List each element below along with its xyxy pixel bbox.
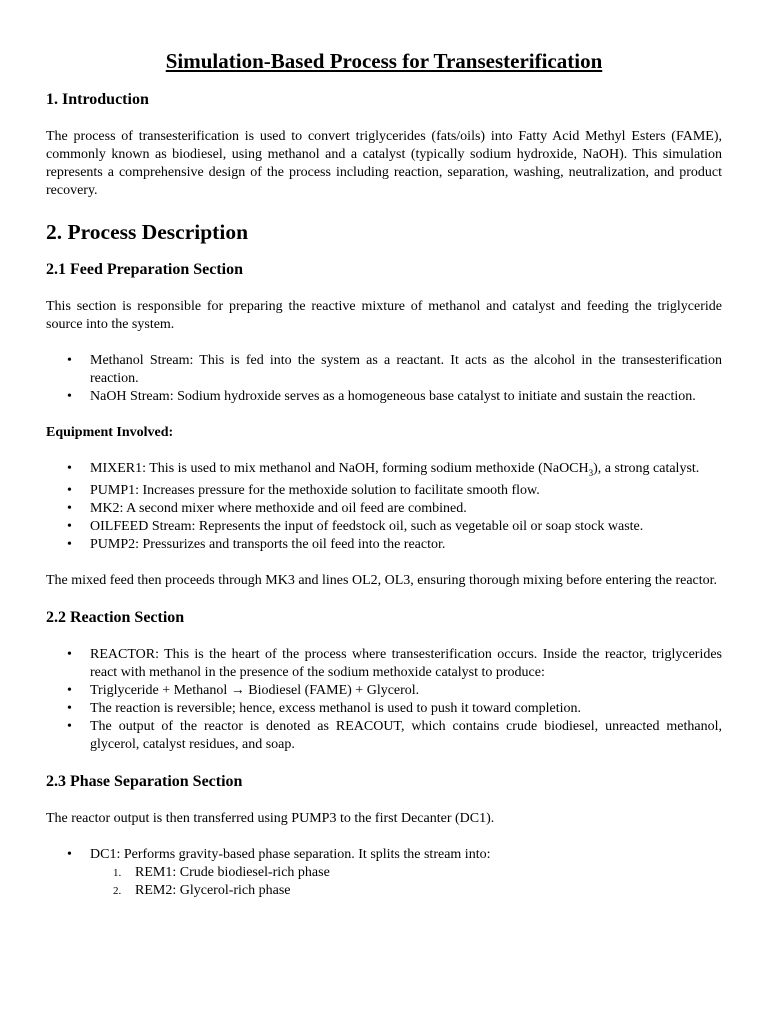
feed-closing-paragraph: The mixed feed then proceeds through MK3 and lines OL2, OL3, ensuring thorough mixing before entering the reactor. [46, 572, 718, 588]
list-item: • PUMP1: Increases pressure for the methoxide solution to facilitate smooth flow. [90, 482, 722, 500]
dc1-text: DC1: Performs gravity-based phase separation. It splits the stream into: [90, 846, 491, 862]
separation-list [46, 846, 722, 900]
introduction-paragraph: The process of transesterification is used to convert triglycerides (fats/oils) into Fatty Acid Methyl Esters (FAME), commonly known as biodiesel, using methanol and a catalyst (typically sodium hydroxide, NaOH). This simulation represents a comprehensive design of the process including reaction, separation, washing, neutralization, and product recovery. [46, 129, 722, 198]
mixer1-text-end: ), a strong catalyst. [593, 461, 700, 476]
list-item: • NaOH Stream: Sodium hydroxide serves as a homogeneous base catalyst to initiate and sustain the reaction. [90, 388, 722, 406]
list-item: • Methanol Stream: This is fed into the system as a reactant. It acts as the alcohol in the transesterification reaction. [90, 352, 722, 388]
process-description-heading: 2. Process Description [46, 220, 249, 244]
section-process-description [46, 218, 722, 900]
list-item: • The output of the reactor is denoted as REACOUT, which contains crude biodiesel, unreacted methanol, glycerol, catalyst residues, and soap. [90, 718, 722, 754]
list-item: • The reaction is reversible; hence, excess methanol is used to push it toward completion. [90, 700, 722, 718]
phase-separation-paragraph: The reactor output is then transferred using PUMP3 to the first Decanter (DC1). [46, 810, 495, 826]
reaction-list [46, 646, 722, 754]
document-title: Simulation-Based Process for Transesterification [165, 49, 603, 73]
list-item [113, 864, 722, 882]
phase-separation-heading: 2.3 Phase Separation Section [46, 772, 243, 790]
list-item: • REACTOR: This is the heart of the process where transesterification occurs. Inside the reactor, triglycerides react with methanol in the presence of the sodium methoxide catalyst to produce: [90, 646, 722, 682]
section-introduction [46, 90, 722, 200]
dc1-output-list [90, 864, 722, 900]
list-number: 2. [113, 884, 122, 897]
equipment-list [46, 460, 722, 554]
reaction-heading: 2.2 Reaction Section [46, 608, 185, 626]
list-item: • MK2: A second mixer where methoxide and oil feed are combined. [90, 500, 722, 518]
feed-preparation-heading: 2.1 Feed Preparation Section [46, 261, 244, 278]
list-item: • PUMP2: Pressurizes and transports the oil feed into the reactor. [90, 536, 722, 554]
subscript: 3 [588, 467, 594, 478]
feed-stream-list [46, 352, 722, 406]
equipment-label: Equipment Involved: [46, 425, 174, 440]
mixer1-text: MIXER1: This is used to mix methanol and NaOH, forming sodium methoxide (NaOCH [90, 461, 589, 476]
list-item [113, 882, 722, 900]
list-text: REM1: Crude biodiesel-rich phase [135, 864, 330, 880]
list-item [90, 460, 722, 482]
introduction-heading: 1. Introduction [46, 91, 149, 108]
feed-preparation-paragraph: This section is responsible for preparing the reactive mixture of methanol and catalyst and feeding the triglyceride source into the system. [46, 299, 722, 332]
list-text: REM2: Glycerol-rich phase [135, 882, 291, 898]
list-item [90, 846, 722, 900]
list-item: • OILFEED Stream: Represents the input of feedstock oil, such as vegetable oil or soap stock waste. [90, 518, 722, 536]
list-number: 1. [113, 866, 122, 879]
list-item: • Triglyceride + Methanol → Biodiesel (FAME) + Glycerol. [90, 682, 722, 700]
